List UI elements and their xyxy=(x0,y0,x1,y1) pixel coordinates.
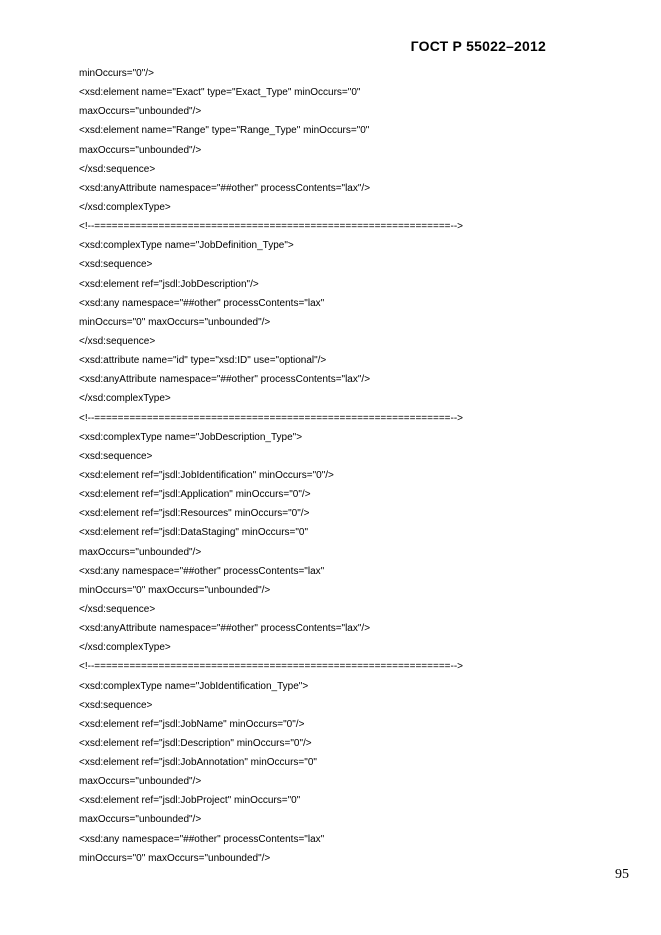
code-line: <xsd:element ref="jsdl:Application" minOccurs="0"/> xyxy=(79,489,311,501)
code-line: <xsd:element name="Range" type="Range_Type" minOccurs="0" xyxy=(79,125,370,137)
code-line: <xsd:element ref="jsdl:Resources" minOccurs="0"/> xyxy=(79,508,310,520)
code-line: <xsd:attribute name="id" type="xsd:ID" use="optional"/> xyxy=(79,355,327,367)
code-line: maxOccurs="unbounded"/> xyxy=(79,546,202,558)
code-line: maxOccurs="unbounded"/> xyxy=(79,776,202,788)
code-line: <xsd:element ref="jsdl:JobDescription"/> xyxy=(79,278,259,290)
page-number: 95 xyxy=(615,867,629,882)
code-line: <xsd:any namespace="##other" processContents="lax" xyxy=(79,565,325,577)
code-line: <xsd:anyAttribute namespace="##other" processContents="lax"/> xyxy=(79,623,371,635)
code-line: </xsd:sequence> xyxy=(79,603,156,615)
code-line: <xsd:sequence> xyxy=(79,450,153,462)
code-line: <xsd:complexType name="JobDefinition_Type"> xyxy=(79,240,294,252)
code-line: <xsd:element ref="jsdl:JobProject" minOccurs="0" xyxy=(79,795,301,807)
code-line: </xsd:complexType> xyxy=(79,393,171,405)
xsd-code-listing xyxy=(79,64,599,868)
code-line: <xsd:complexType name="JobIdentification_Type"> xyxy=(79,680,309,692)
code-line: <xsd:element ref="jsdl:JobAnnotation" minOccurs="0" xyxy=(79,757,317,769)
code-line: <!--=============================================================--> xyxy=(79,412,464,424)
code-line: minOccurs="0" maxOccurs="unbounded"/> xyxy=(79,316,271,328)
code-line: minOccurs="0" maxOccurs="unbounded"/> xyxy=(79,584,271,596)
code-line: <xsd:element ref="jsdl:JobIdentification" minOccurs="0"/> xyxy=(79,469,334,481)
code-line: <xsd:any namespace="##other" processContents="lax" xyxy=(79,297,325,309)
code-line: maxOccurs="unbounded"/> xyxy=(79,144,202,156)
code-line: <xsd:any namespace="##other" processContents="lax" xyxy=(79,833,325,845)
code-line: minOccurs="0"/> xyxy=(79,68,154,79)
code-line: <xsd:sequence> xyxy=(79,699,153,711)
code-line: maxOccurs="unbounded"/> xyxy=(79,814,202,826)
code-line: minOccurs="0" maxOccurs="unbounded"/> xyxy=(79,852,271,864)
code-line: maxOccurs="unbounded"/> xyxy=(79,106,202,118)
code-line: </xsd:sequence> xyxy=(79,163,156,175)
code-line: <xsd:element name="Exact" type="Exact_Type" minOccurs="0" xyxy=(79,87,361,99)
code-line: <xsd:complexType name="JobDescription_Type"> xyxy=(79,431,303,443)
code-line: <xsd:element ref="jsdl:JobName" minOccurs="0"/> xyxy=(79,718,305,730)
page-header-standard-code: ГОСТ Р 55022–2012 xyxy=(410,38,546,54)
code-line: <!--=============================================================--> xyxy=(79,661,464,673)
code-line: </xsd:complexType> xyxy=(79,201,171,213)
code-line: <xsd:element ref="jsdl:Description" minOccurs="0"/> xyxy=(79,737,312,749)
code-line: </xsd:complexType> xyxy=(79,642,171,654)
code-line: <!--=============================================================--> xyxy=(79,221,464,233)
code-line: <xsd:sequence> xyxy=(79,259,153,271)
code-line: <xsd:anyAttribute namespace="##other" processContents="lax"/> xyxy=(79,182,371,194)
code-line: <xsd:element ref="jsdl:DataStaging" minOccurs="0" xyxy=(79,527,309,539)
code-line: <xsd:anyAttribute namespace="##other" processContents="lax"/> xyxy=(79,374,371,386)
code-line: </xsd:sequence> xyxy=(79,335,156,347)
